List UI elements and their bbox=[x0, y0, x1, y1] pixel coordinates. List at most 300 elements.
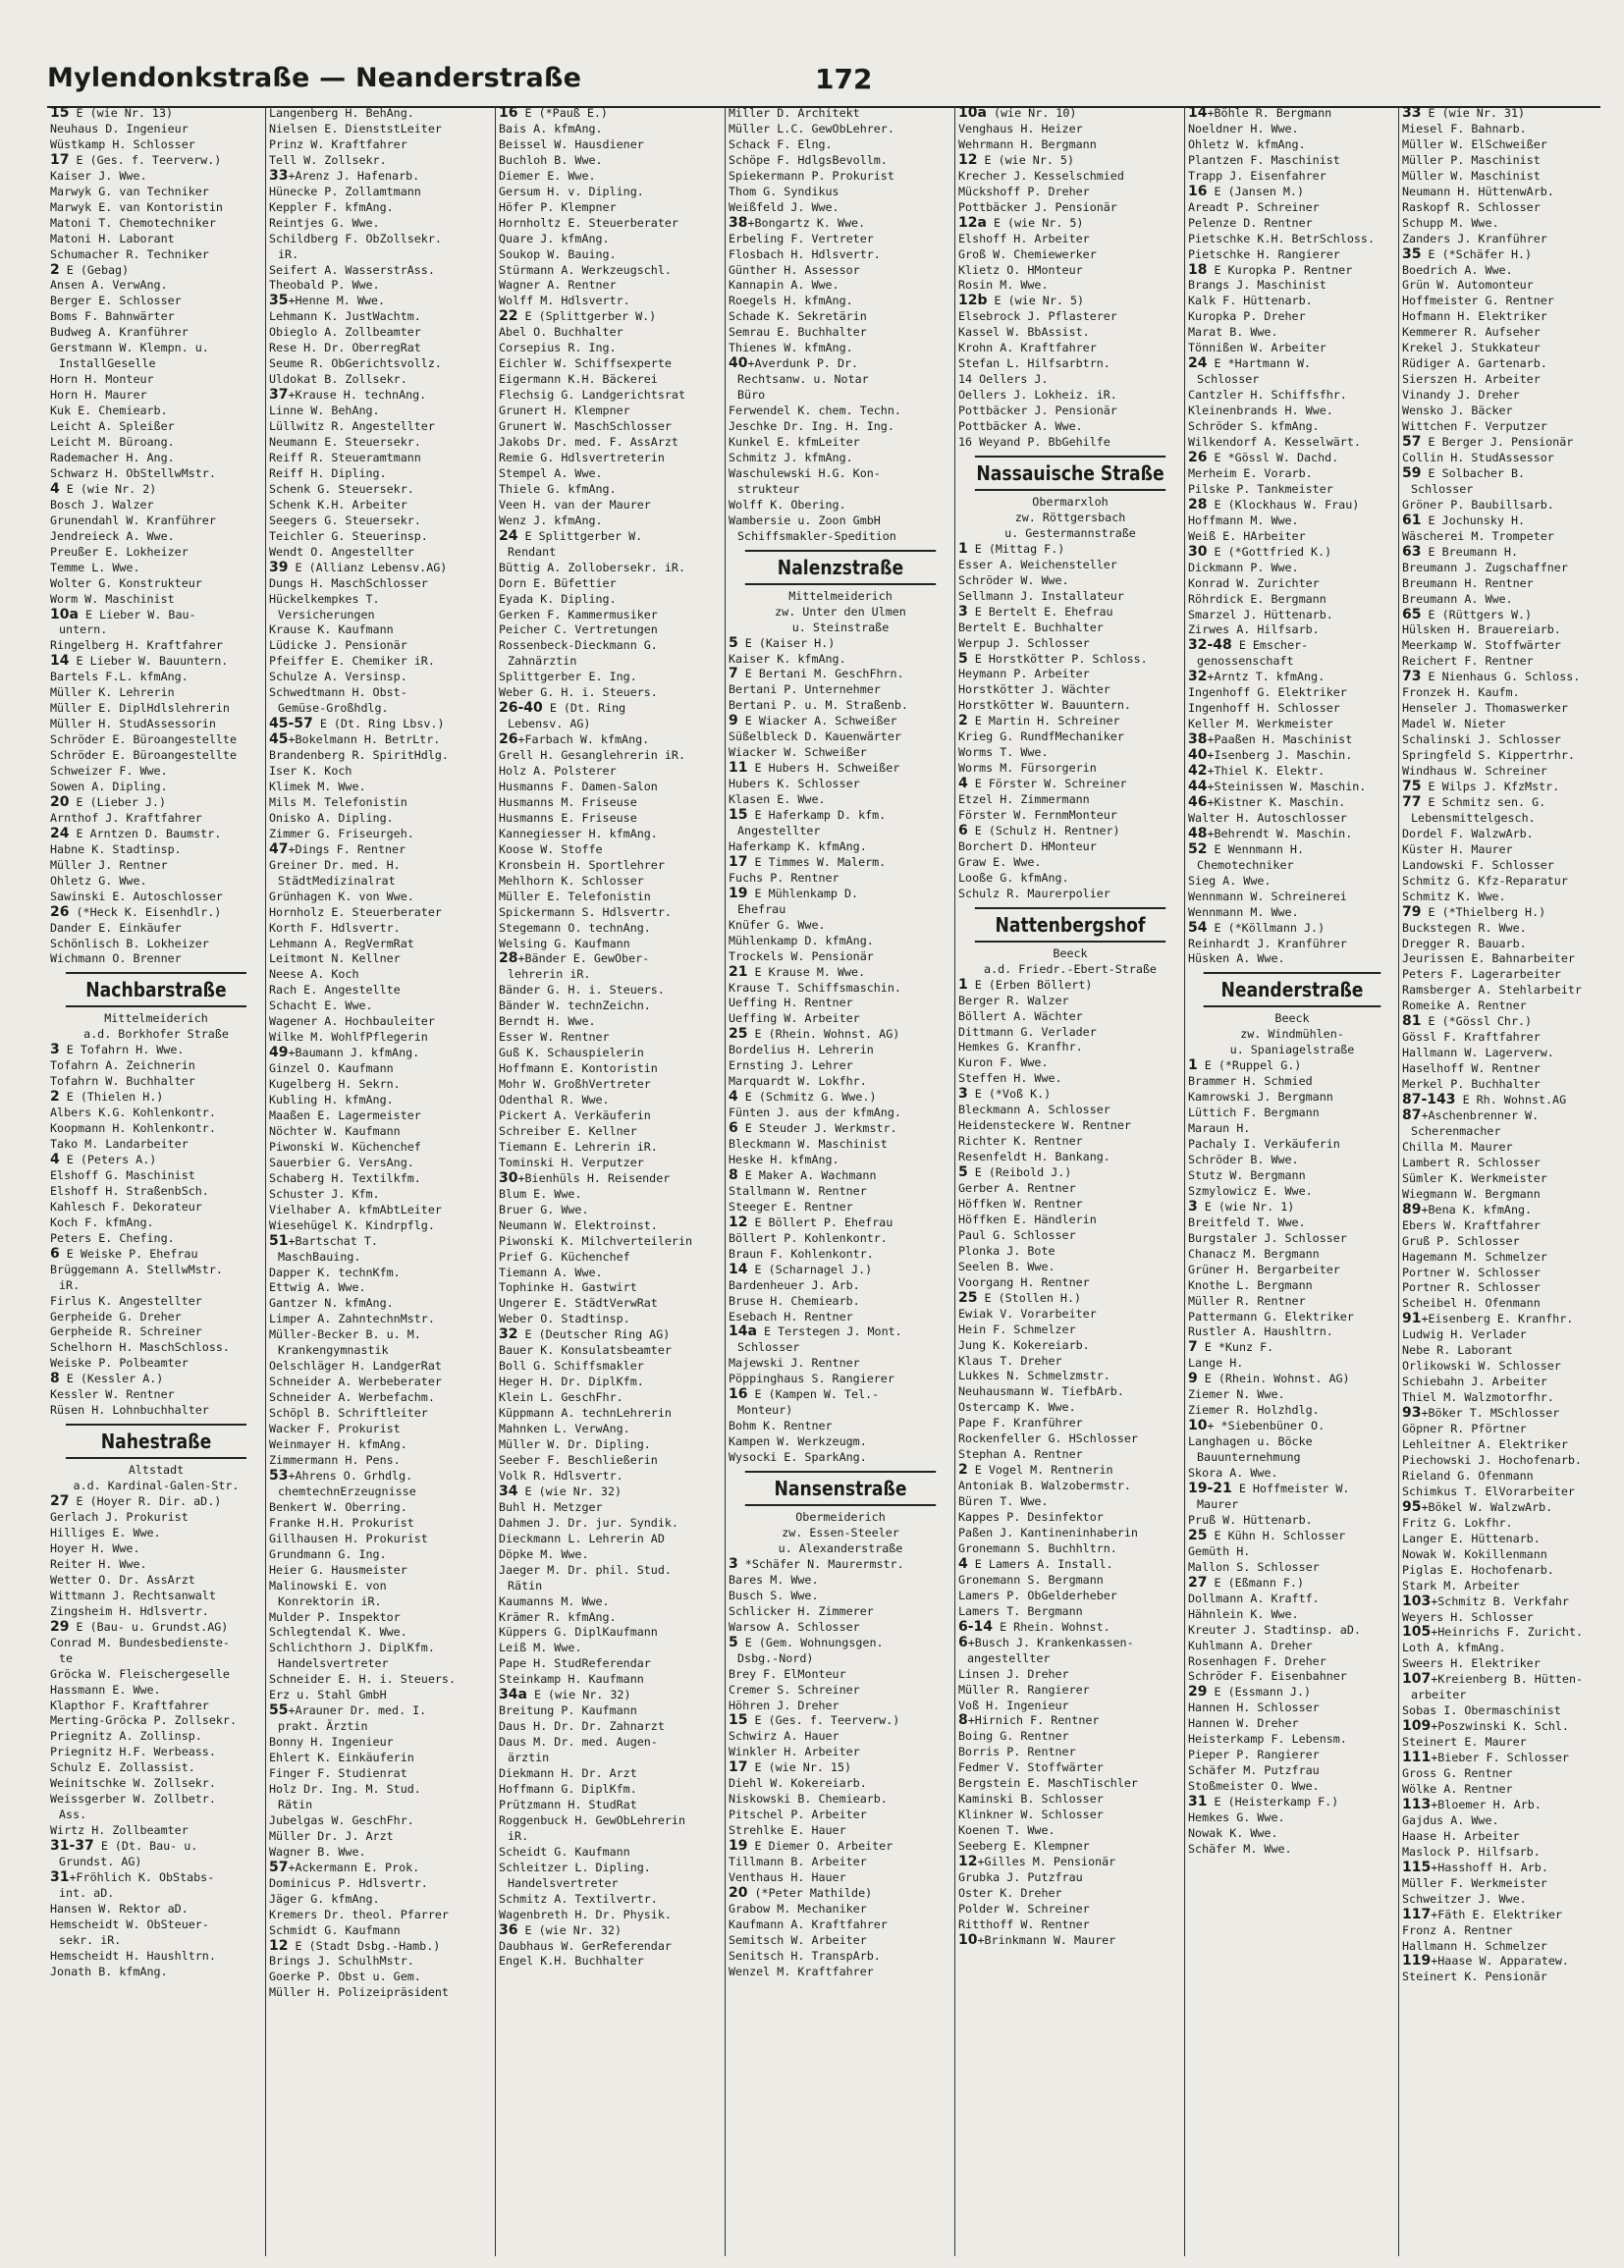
resident-entry: Pöppinghaus S. Rangierer bbox=[729, 1372, 894, 1386]
resident-entry: Breumann J. Zugschaffner bbox=[1402, 560, 1568, 574]
resident-entry: Breumann H. Rentner bbox=[1402, 575, 1534, 590]
resident-entry: Buhl H. Metzger bbox=[499, 1499, 603, 1514]
resident-entry: Richter K. Rentner bbox=[958, 1134, 1083, 1149]
house-entry: 47+Dings F. Rentner bbox=[269, 841, 406, 857]
resident-entry: Horn H. Monteur bbox=[50, 372, 154, 387]
resident-entry: Heske H. kfmAng. bbox=[729, 1153, 839, 1166]
resident-entry: Venghaus H. Heizer bbox=[958, 121, 1083, 135]
house-entry: 26-40 E (Dt. Ring bbox=[499, 701, 626, 717]
resident-entry: Skora A. Wwe. bbox=[1188, 1466, 1278, 1481]
resident-entry: Böllert P. Kohlenkontr. bbox=[729, 1230, 888, 1245]
resident-entry: Daus M. Dr. med. Augen- bbox=[499, 1735, 658, 1750]
resident-entry: Ettwig A. Wwe. bbox=[269, 1280, 366, 1295]
resident-entry: Ludwig H. Verlader bbox=[1402, 1327, 1527, 1342]
house-entry: 5 E (Reibold J.) bbox=[958, 1165, 1072, 1181]
resident-entry: Jeurissen E. Bahnarbeiter bbox=[1402, 951, 1575, 966]
resident-entry: Gemüth H. bbox=[1188, 1543, 1251, 1558]
resident-entry: Heier G. Hausmeister bbox=[269, 1562, 407, 1577]
house-entry: 79 E (*Thielberg H.) bbox=[1402, 904, 1546, 920]
resident-entry: Maslock P. Hilfsarb. bbox=[1402, 1844, 1541, 1859]
house-entry: 44+Steinissen W. Maschin. bbox=[1188, 779, 1367, 794]
resident-entry: Heisterkamp F. Lebensm. bbox=[1188, 1732, 1347, 1747]
house-entry: 26+Farbach W. kfmAng. bbox=[499, 732, 650, 748]
house-entry: 42+Thiel K. Elektr. bbox=[1188, 764, 1326, 780]
resident-entry: Leicht M. Büroang. bbox=[50, 435, 175, 450]
resident-entry: Rosenhagen F. Dreher bbox=[1188, 1653, 1326, 1668]
resident-entry: Collin H. StudAssessor bbox=[1402, 450, 1554, 464]
resident-entry: Welsing G. Kaufmann bbox=[499, 936, 630, 950]
entry-continuation: int. aD. bbox=[59, 1885, 115, 1900]
resident-entry: Linne W. BehAng. bbox=[269, 404, 380, 418]
house-entry: 20 (*Peter Mathilde) bbox=[729, 1885, 873, 1901]
house-entry: 12+Gilles M. Pensionär bbox=[958, 1855, 1116, 1870]
resident-entry: Fedmer V. Stoffwärter bbox=[958, 1760, 1104, 1775]
resident-entry: Wensko J. Bäcker bbox=[1402, 404, 1513, 418]
resident-entry: Horstkötter J. Wächter bbox=[958, 682, 1110, 697]
resident-entry: Waschulewski H.G. Kon- bbox=[729, 465, 881, 480]
house-entry: 77 E Schmitz sen. G. bbox=[1402, 794, 1546, 810]
resident-entry: Ewiak V. Vorarbeiter bbox=[958, 1306, 1097, 1321]
resident-entry: Schönlisch B. Lokheizer bbox=[50, 936, 209, 950]
resident-entry: Haselhoff W. Rentner bbox=[1402, 1061, 1541, 1076]
resident-entry: Kubling H. kfmAng. bbox=[269, 1093, 394, 1107]
entry-continuation: Lebensv. AG) bbox=[508, 717, 591, 731]
house-entry: 12a E (wie Nr. 5) bbox=[958, 215, 1084, 231]
house-entry: 105+Heinrichs F. Zuricht. bbox=[1402, 1625, 1584, 1641]
resident-entry: Hoffmeister G. Rentner bbox=[1402, 294, 1554, 308]
resident-entry: Ziemer N. Wwe. bbox=[1188, 1387, 1285, 1402]
resident-entry: Ehlert K. Einkäuferin bbox=[269, 1751, 414, 1765]
street-section: u. Gestermannstraße bbox=[1004, 525, 1136, 540]
resident-entry: Müller W. Dr. Dipling. bbox=[499, 1437, 651, 1452]
resident-entry: Berger R. Walzer bbox=[958, 993, 1069, 1007]
resident-entry: Grubka J. Putzfrau bbox=[958, 1869, 1083, 1884]
resident-entry: Remie G. Hdlsvertreterin bbox=[499, 450, 665, 464]
resident-entry: Kessler W. Rentner bbox=[50, 1387, 175, 1402]
resident-entry: Worms T. Wwe. bbox=[958, 745, 1049, 760]
resident-entry: Jendreieck A. Wwe. bbox=[50, 528, 175, 543]
resident-entry: Gronemann S. Buchhltrn. bbox=[958, 1540, 1117, 1555]
resident-entry: Müller W. Maschinist bbox=[1402, 168, 1541, 183]
house-entry: 40+Averdunk P. Dr. bbox=[729, 356, 859, 372]
resident-entry: Preußer E. Lokheizer bbox=[50, 544, 189, 559]
resident-entry: Kemmerer R. Aufseher bbox=[1402, 325, 1541, 340]
resident-entry: Gantzer N. kfmAng. bbox=[269, 1296, 394, 1311]
resident-entry: Diekmann H. Dr. Arzt bbox=[499, 1766, 637, 1781]
resident-entry: Fronz A. Rentner bbox=[1402, 1922, 1513, 1937]
resident-entry: Wacker F. Prokurist bbox=[269, 1422, 401, 1436]
resident-entry: Venthaus H. Hauer bbox=[729, 1869, 846, 1884]
resident-entry: Greiner Dr. med. H. bbox=[269, 857, 401, 872]
house-entry: 10a (wie Nr. 10) bbox=[958, 106, 1077, 121]
resident-entry: Matoni H. Laborant bbox=[50, 231, 175, 245]
resident-entry: Chanacz M. Bergmann bbox=[1188, 1246, 1320, 1261]
resident-entry: Sawinski E. Autoschlosser bbox=[50, 889, 223, 903]
street-section: u. Steinstraße bbox=[791, 620, 890, 634]
street-heading: Nalenzstraße bbox=[745, 550, 936, 585]
resident-entry: Ueffing H. Rentner bbox=[729, 996, 853, 1010]
entry-continuation: Krankengymnastik bbox=[278, 1343, 389, 1358]
entry-continuation: Handelsvertreter bbox=[278, 1656, 389, 1671]
resident-entry: Portner W. Schlosser bbox=[1402, 1265, 1541, 1279]
resident-entry: Roegels H. kfmAng. bbox=[729, 294, 853, 308]
resident-entry: Lukkes N. Schmelzmstr. bbox=[958, 1369, 1110, 1383]
resident-entry: Breumann A. Wwe. bbox=[1402, 591, 1513, 606]
resident-entry: Haase H. Arbeiter bbox=[1402, 1828, 1520, 1843]
resident-entry: Semrau E. Buchhalter bbox=[729, 325, 867, 340]
resident-entry: Kamrowski J. Bergmann bbox=[1188, 1090, 1333, 1105]
resident-entry: Elshoff H. Arbeiter bbox=[958, 231, 1090, 245]
resident-entry: Schack F. Elng. bbox=[729, 136, 833, 151]
resident-entry: Schäfer M. Wwe. bbox=[1188, 1841, 1292, 1856]
house-entry: 27 E (Eßmann F.) bbox=[1188, 1575, 1304, 1591]
resident-entry: Bruer G. Wwe. bbox=[499, 1202, 589, 1216]
resident-entry: Boll G. Schiffsmakler bbox=[499, 1359, 644, 1374]
resident-entry: Rustler A. Haushltrn. bbox=[1188, 1324, 1333, 1339]
resident-entry: Kuhlmann A. Dreher bbox=[1188, 1638, 1313, 1652]
resident-entry: Sowen A. Dipling. bbox=[50, 779, 168, 793]
street-section: a.d. Kardinal-Galen-Str. bbox=[73, 1479, 240, 1493]
house-entry: 22 E (Splittgerber W.) bbox=[499, 309, 657, 325]
entry-continuation: Büro bbox=[737, 388, 766, 403]
resident-entry: Sieg A. Wwe. bbox=[1188, 873, 1272, 888]
entry-continuation: Rendant bbox=[508, 544, 557, 559]
resident-entry: Piechowski J. Hochofenarb. bbox=[1402, 1452, 1582, 1467]
resident-entry: Dieckmann L. Lehrerin AD bbox=[499, 1531, 665, 1545]
resident-entry: Polder W. Schreiner bbox=[958, 1901, 1090, 1916]
entry-continuation: Schiffsmakler-Spedition bbox=[737, 528, 896, 543]
resident-entry: Hemkes G. Wwe. bbox=[1188, 1810, 1285, 1825]
resident-entry: Gerken F. Kammermusiker bbox=[499, 607, 658, 621]
resident-entry: Kannapin A. Wwe. bbox=[729, 278, 839, 293]
house-entry: 32+Arntz T. kfmAng. bbox=[1188, 670, 1326, 685]
resident-entry: Hoffmann E. Kontoristin bbox=[499, 1061, 658, 1076]
resident-entry: Jaeger M. Dr. phil. Stud. bbox=[499, 1562, 672, 1577]
house-entry: 1 E (*Ruppel G.) bbox=[1188, 1058, 1302, 1074]
resident-entry: Steffen H. Wwe. bbox=[958, 1071, 1062, 1086]
resident-entry: Cremer S. Schreiner bbox=[729, 1682, 860, 1697]
resident-entry: Wambersie u. Zoon GmbH bbox=[729, 513, 881, 527]
resident-entry: Oster K. Dreher bbox=[958, 1885, 1062, 1900]
resident-entry: Kuron F. Wwe. bbox=[958, 1055, 1049, 1070]
entry-continuation: Zahnärztin bbox=[508, 654, 577, 669]
resident-entry: Pape F. Kranführer bbox=[958, 1416, 1083, 1431]
resident-entry: Weiß E. HArbeiter bbox=[1188, 528, 1306, 543]
resident-entry: Müller R. Rangierer bbox=[958, 1682, 1090, 1697]
resident-entry: Leicht A. Spleißer bbox=[50, 419, 175, 434]
house-entry: 14+Böhle R. Bergmann bbox=[1188, 106, 1332, 121]
resident-entry: Hülsken H. Brauereiarb. bbox=[1402, 622, 1561, 637]
resident-entry: Nöchter W. Kaufmann bbox=[269, 1123, 401, 1138]
resident-entry: Kaufmann A. Kraftfahrer bbox=[729, 1917, 888, 1931]
house-entry: 12b E (wie Nr. 5) bbox=[958, 294, 1085, 309]
resident-entry: Bonny H. Ingenieur bbox=[269, 1735, 394, 1750]
resident-entry: Hemscheidt H. Haushltrn. bbox=[50, 1948, 216, 1963]
resident-entry: Burgstaler J. Schlosser bbox=[1188, 1230, 1347, 1245]
resident-entry: Bartels F.L. kfmAng. bbox=[50, 670, 189, 684]
resident-entry: Kassel W. BbAssist. bbox=[958, 325, 1090, 340]
resident-entry: Kuk E. Chemiearb. bbox=[50, 404, 168, 418]
house-entry: 18 E Kuropka P. Rentner bbox=[1188, 262, 1353, 278]
resident-entry: Pachaly I. Verkäuferin bbox=[1188, 1137, 1340, 1152]
resident-entry: Wittchen F. Verputzer bbox=[1402, 419, 1547, 434]
resident-entry: Flosbach H. Hdlsvertr. bbox=[729, 246, 881, 261]
resident-entry: Elshoff H. StraßenbSch. bbox=[50, 1183, 209, 1198]
resident-entry: Temme L. Wwe. bbox=[50, 560, 140, 574]
house-entry: 27 E (Hoyer R. Dir. aD.) bbox=[50, 1494, 222, 1510]
resident-entry: Cantzler H. Schiffsfhr. bbox=[1188, 388, 1347, 403]
resident-entry: Krause T. Schiffsmaschin. bbox=[729, 980, 901, 995]
resident-entry: Wilke M. WohlfPflegerin bbox=[269, 1030, 428, 1045]
resident-entry: Quare J. kfmAng. bbox=[499, 231, 610, 245]
resident-entry: Daubhaus W. GerReferendar bbox=[499, 1938, 672, 1953]
resident-entry: Hallmann H. Schmelzer bbox=[1402, 1938, 1547, 1953]
resident-entry: Bänder G. H. i. Steuers. bbox=[499, 983, 665, 998]
entry-continuation: Chemotechniker bbox=[1197, 857, 1294, 872]
resident-entry: Piwonski K. Milchverteilerin bbox=[499, 1233, 693, 1248]
resident-entry: Müller E. Telefonistin bbox=[499, 889, 651, 903]
resident-entry: Busch S. Wwe. bbox=[729, 1588, 819, 1602]
resident-entry: Kuropka P. Dreher bbox=[1188, 309, 1306, 324]
entry-continuation: Lebensmittelgesch. bbox=[1411, 810, 1536, 825]
house-entry: 5 E (Kaiser H.) bbox=[729, 635, 836, 651]
resident-entry: Gerber A. Rentner bbox=[958, 1181, 1076, 1196]
resident-entry: Hoffmann M. Wwe. bbox=[1188, 513, 1299, 527]
entry-continuation: Rechtsanw. u. Notar bbox=[737, 372, 869, 387]
resident-entry: Prützmann H. StudRat bbox=[499, 1797, 637, 1811]
house-entry: 63 E Breumann H. bbox=[1402, 544, 1518, 560]
house-entry: 3 *Schäfer N. Maurermstr. bbox=[729, 1556, 904, 1572]
house-entry: 16 E (Jansen M.) bbox=[1188, 184, 1304, 199]
resident-entry: Leitmont N. Kellner bbox=[269, 951, 401, 966]
resident-entry: Pietschke H. Rangierer bbox=[1188, 246, 1340, 261]
house-entry: 73 E Nienhaus G. Schloss. bbox=[1402, 670, 1581, 685]
resident-entry: Klimek M. Wwe. bbox=[269, 779, 366, 793]
house-entry: 28+Bänder E. GewOber- bbox=[499, 951, 650, 967]
resident-entry: Flechsig G. Landgerichtsrat bbox=[499, 388, 685, 403]
house-entry: 54 E (*Köllmann J.) bbox=[1188, 920, 1326, 936]
resident-entry: Berndt H. Wwe. bbox=[499, 1014, 596, 1029]
house-entry: 48+Behrendt W. Maschin. bbox=[1188, 826, 1353, 841]
resident-entry: Benkert W. Oberring. bbox=[269, 1499, 407, 1514]
house-entry: 7 E Bertani M. GeschFhrn. bbox=[729, 667, 904, 682]
entry-continuation: Scherenmacher bbox=[1411, 1123, 1501, 1138]
resident-entry: Firlus K. Angestellter bbox=[50, 1293, 202, 1308]
resident-entry: Hallmann W. Lagerverw. bbox=[1402, 1046, 1554, 1060]
resident-entry: Reintjes G. Wwe. bbox=[269, 215, 380, 230]
resident-entry: Wetter O. Dr. AssArzt bbox=[50, 1572, 195, 1587]
resident-entry: Klietz O. HMonteur bbox=[958, 262, 1083, 277]
resident-entry: Pilske P. Tankmeister bbox=[1188, 481, 1333, 496]
resident-entry: Ebers W. Kraftfahrer bbox=[1402, 1217, 1541, 1232]
resident-entry: Kampen W. Werkzeugm. bbox=[729, 1434, 867, 1449]
entry-continuation: chemtechnErzeugnisse bbox=[278, 1484, 416, 1498]
entry-continuation: te bbox=[59, 1650, 74, 1665]
house-entry: 55+Arauner Dr. med. I. bbox=[269, 1703, 427, 1719]
resident-entry: Schöpe F. HdlgsBevollm. bbox=[729, 152, 888, 167]
resident-entry: Wiegmann W. Bergmann bbox=[1402, 1186, 1541, 1201]
resident-entry: Corsepius R. Ing. bbox=[499, 341, 617, 355]
resident-entry: Bohm K. Rentner bbox=[729, 1419, 833, 1433]
resident-entry: Müller Dr. J. Arzt bbox=[269, 1828, 394, 1843]
resident-entry: Hilliges E. Wwe. bbox=[50, 1526, 161, 1540]
house-entry: 10a E Lieber W. Bau- bbox=[50, 607, 196, 622]
resident-entry: Graw E. Wwe. bbox=[958, 854, 1042, 869]
house-entry: 31+Fröhlich K. ObStabs- bbox=[50, 1869, 215, 1885]
resident-entry: Pruß W. Hüttenarb. bbox=[1188, 1512, 1313, 1527]
house-entry: 8 E Maker A. Wachmann bbox=[729, 1167, 877, 1183]
house-entry: 16 E (*Pauß E.) bbox=[499, 106, 608, 121]
resident-entry: Fritz G. Lokfhr. bbox=[1402, 1515, 1513, 1530]
resident-entry: Krekel J. Stukkateur bbox=[1402, 341, 1541, 355]
resident-entry: Langenberg H. BehAng. bbox=[269, 106, 414, 120]
street-section: Obermeiderich bbox=[795, 1510, 886, 1525]
resident-entry: Ungerer E. StädtVerwRat bbox=[499, 1296, 658, 1311]
resident-entry: Madel W. Nieter bbox=[1402, 717, 1506, 731]
resident-entry: Raskopf R. Schlosser bbox=[1402, 199, 1541, 214]
house-entry: 119+Haase W. Apparatew. bbox=[1402, 1954, 1569, 1970]
resident-entry: Bordelius H. Lehrerin bbox=[729, 1043, 874, 1057]
resident-entry: Gross G. Rentner bbox=[1402, 1766, 1513, 1781]
house-entry: 11 E Hubers H. Schweißer bbox=[729, 761, 900, 777]
resident-entry: Klapthor F. Kraftfahrer bbox=[50, 1698, 209, 1712]
resident-entry: Piwonski W. Küchenchef bbox=[269, 1139, 421, 1154]
resident-entry: Rüdiger A. Gartenarb. bbox=[1402, 356, 1547, 371]
resident-entry: Chilla M. Maurer bbox=[1402, 1139, 1513, 1154]
resident-entry: Bardenheuer J. Arb. bbox=[729, 1277, 860, 1292]
entry-continuation: Maurer bbox=[1197, 1496, 1239, 1511]
resident-entry: Marwyk E. van Kontoristin bbox=[50, 199, 223, 214]
resident-entry: Wilkendorf A. Kesselwärt. bbox=[1188, 435, 1361, 450]
resident-entry: Stegemann O. technAng. bbox=[499, 920, 651, 935]
resident-entry: Klaus T. Dreher bbox=[958, 1353, 1062, 1368]
resident-entry: Dominicus P. Hdlsvertr. bbox=[269, 1875, 428, 1890]
resident-entry: Kronsbein H. Sportlehrer bbox=[499, 857, 665, 872]
house-entry: 12 E Böllert P. Ehefrau bbox=[729, 1215, 893, 1230]
resident-entry: Soukop W. Bauing. bbox=[499, 246, 617, 261]
resident-entry: Schneider E. H. i. Steuers. bbox=[269, 1672, 456, 1687]
resident-entry: Maraun H. bbox=[1188, 1121, 1251, 1136]
resident-entry: Rüsen H. Lohnbuchhalter bbox=[50, 1403, 209, 1418]
resident-entry: Spickermann S. Hdlsvertr. bbox=[499, 904, 672, 919]
resident-entry: Tophinke H. Gastwirt bbox=[499, 1280, 637, 1295]
directory-column bbox=[954, 106, 1185, 2256]
resident-entry: Abel O. Buchhalter bbox=[499, 325, 623, 340]
resident-entry: Schröder S. kfmAng. bbox=[1188, 419, 1320, 434]
resident-entry: Schaberg H. Textilkfm. bbox=[269, 1170, 421, 1185]
street-section: zw. Essen-Steeler bbox=[782, 1526, 899, 1540]
resident-entry: Mahnken L. VerwAng. bbox=[499, 1422, 630, 1436]
resident-entry: Schmitz A. Textilvertr. bbox=[499, 1891, 658, 1906]
resident-entry: Leiß M. Wwe. bbox=[499, 1641, 582, 1655]
resident-entry: Oelschläger H. LandgerRat bbox=[269, 1359, 442, 1374]
resident-entry: Breitfeld T. Wwe. bbox=[1188, 1215, 1306, 1229]
house-entry: 17 E (wie Nr. 15) bbox=[729, 1760, 852, 1776]
street-section: u. Alexanderstraße bbox=[778, 1540, 903, 1555]
resident-entry: Merkel P. Buchhalter bbox=[1402, 1077, 1541, 1092]
resident-entry: Sümler K. Werkmeister bbox=[1402, 1170, 1547, 1185]
resident-entry: Hornholtz E. Steuerberater bbox=[499, 215, 678, 230]
house-entry: 9 E Wiacker A. Schweißer bbox=[729, 714, 897, 729]
resident-entry: Budweg A. Kranführer bbox=[50, 325, 189, 340]
house-entry: 95+Bökel W. WalzwArb. bbox=[1402, 1499, 1553, 1515]
house-entry: 31-37 E (Dt. Bau- u. bbox=[50, 1839, 198, 1855]
resident-entry: Schenk G. Steuersekr. bbox=[269, 481, 414, 496]
resident-entry: Zanders J. Kranführer bbox=[1402, 231, 1547, 245]
resident-entry: Boms F. Bahnwärter bbox=[50, 309, 175, 324]
resident-entry: Rockenfeller G. HSchlosser bbox=[958, 1431, 1138, 1446]
resident-entry: Lambert R. Schlosser bbox=[1402, 1155, 1541, 1169]
resident-entry: Ferwendel K. chem. Techn. bbox=[729, 404, 901, 418]
resident-entry: Wirtz H. Zollbeamter bbox=[50, 1823, 189, 1838]
street-section: a.d. Borkhofer Straße bbox=[83, 1027, 229, 1042]
resident-entry: Wiesehügel K. Kindrpflg. bbox=[269, 1217, 435, 1232]
entry-continuation: ärztin bbox=[508, 1751, 550, 1765]
house-entry: 6 E Weiske P. Ehefrau bbox=[50, 1246, 198, 1262]
house-entry: 9 E (Rhein. Wohnst. AG) bbox=[1188, 1372, 1350, 1387]
resident-entry: Rese H. Dr. OberregRat bbox=[269, 341, 421, 355]
house-entry: 14 E (Scharnagel J.) bbox=[729, 1262, 873, 1277]
resident-entry: Grabow M. Mechaniker bbox=[729, 1901, 867, 1916]
resident-entry: Niskowski B. Chemiearb. bbox=[729, 1792, 888, 1807]
resident-entry: Ziemer R. Holzhdlg. bbox=[1188, 1403, 1320, 1418]
entry-continuation: Handelsvertreter bbox=[508, 1875, 619, 1890]
house-entry: 59 E Solbacher B. bbox=[1402, 465, 1526, 481]
resident-entry: Ritthoff W. Rentner bbox=[958, 1917, 1090, 1931]
resident-entry: Smarzel J. Hüttenarb. bbox=[1188, 607, 1333, 621]
resident-entry: Strehlke E. Hauer bbox=[729, 1823, 846, 1838]
resident-entry: Malinowski E. von bbox=[269, 1578, 387, 1593]
resident-entry: Gerlach J. Prokurist bbox=[50, 1510, 189, 1525]
resident-entry: Priegnitz A. Zollinsp. bbox=[50, 1729, 202, 1744]
resident-entry: Wagener A. Hochbauleiter bbox=[269, 1014, 435, 1029]
resident-entry: Kaumanns M. Wwe. bbox=[499, 1593, 610, 1608]
directory-column bbox=[1398, 106, 1601, 2256]
resident-entry: Etzel H. Zimmermann bbox=[958, 792, 1090, 807]
resident-entry: Hubers K. Schlosser bbox=[729, 777, 860, 791]
resident-entry: Weinmayer H. kfmAng. bbox=[269, 1437, 407, 1452]
resident-entry: Hückelkempkes T. bbox=[269, 591, 380, 606]
resident-entry: Neese A. Koch bbox=[269, 967, 359, 982]
resident-entry: Wagenbreth H. Dr. Physik. bbox=[499, 1907, 672, 1921]
resident-entry: Boedrich A. Wwe. bbox=[1402, 262, 1513, 277]
house-entry: 113+Bloemer H. Arb. bbox=[1402, 1797, 1542, 1812]
entry-continuation: Ehefrau bbox=[737, 901, 786, 916]
resident-entry: Schenk K.H. Arbeiter bbox=[269, 497, 407, 512]
resident-entry: Antoniak B. Walzobermstr. bbox=[958, 1479, 1131, 1493]
resident-entry: Prinz W. Kraftfahrer bbox=[269, 136, 407, 151]
resident-entry: Gillhausen H. Prokurist bbox=[269, 1531, 428, 1545]
resident-entry: Wagner A. Rentner bbox=[499, 278, 617, 293]
resident-entry: Müller-Becker B. u. M. bbox=[269, 1327, 421, 1342]
house-entry: 107+Kreienberg B. Hütten- bbox=[1402, 1672, 1584, 1688]
resident-entry: Mehlhorn K. Schlosser bbox=[499, 873, 644, 888]
resident-entry: Gronemann S. Bergmann bbox=[958, 1572, 1104, 1587]
resident-entry: Conrad M. Bundesbedienste- bbox=[50, 1635, 230, 1649]
resident-entry: Steeger E. Rentner bbox=[729, 1199, 853, 1214]
resident-entry: Stürmann A. Werkzeugschl. bbox=[499, 262, 672, 277]
resident-entry: Arnthof J. Kraftfahrer bbox=[50, 810, 202, 825]
resident-entry: Dickmann P. Wwe. bbox=[1188, 560, 1299, 574]
house-entry: 4 E (Schmitz G. Wwe.) bbox=[729, 1090, 877, 1106]
street-heading: Nansenstraße bbox=[745, 1471, 936, 1506]
resident-entry: Thienes W. kfmAng. bbox=[729, 341, 853, 355]
resident-entry: Schiebahn J. Arbeiter bbox=[1402, 1375, 1547, 1389]
house-entry: 3 E (wie Nr. 1) bbox=[1188, 1199, 1295, 1215]
resident-entry: Seeber F. Beschließerin bbox=[499, 1452, 658, 1467]
house-entry: 21 E Krause M. Wwe. bbox=[729, 964, 866, 980]
resident-entry: Wenzel M. Kraftfahrer bbox=[729, 1964, 874, 1978]
